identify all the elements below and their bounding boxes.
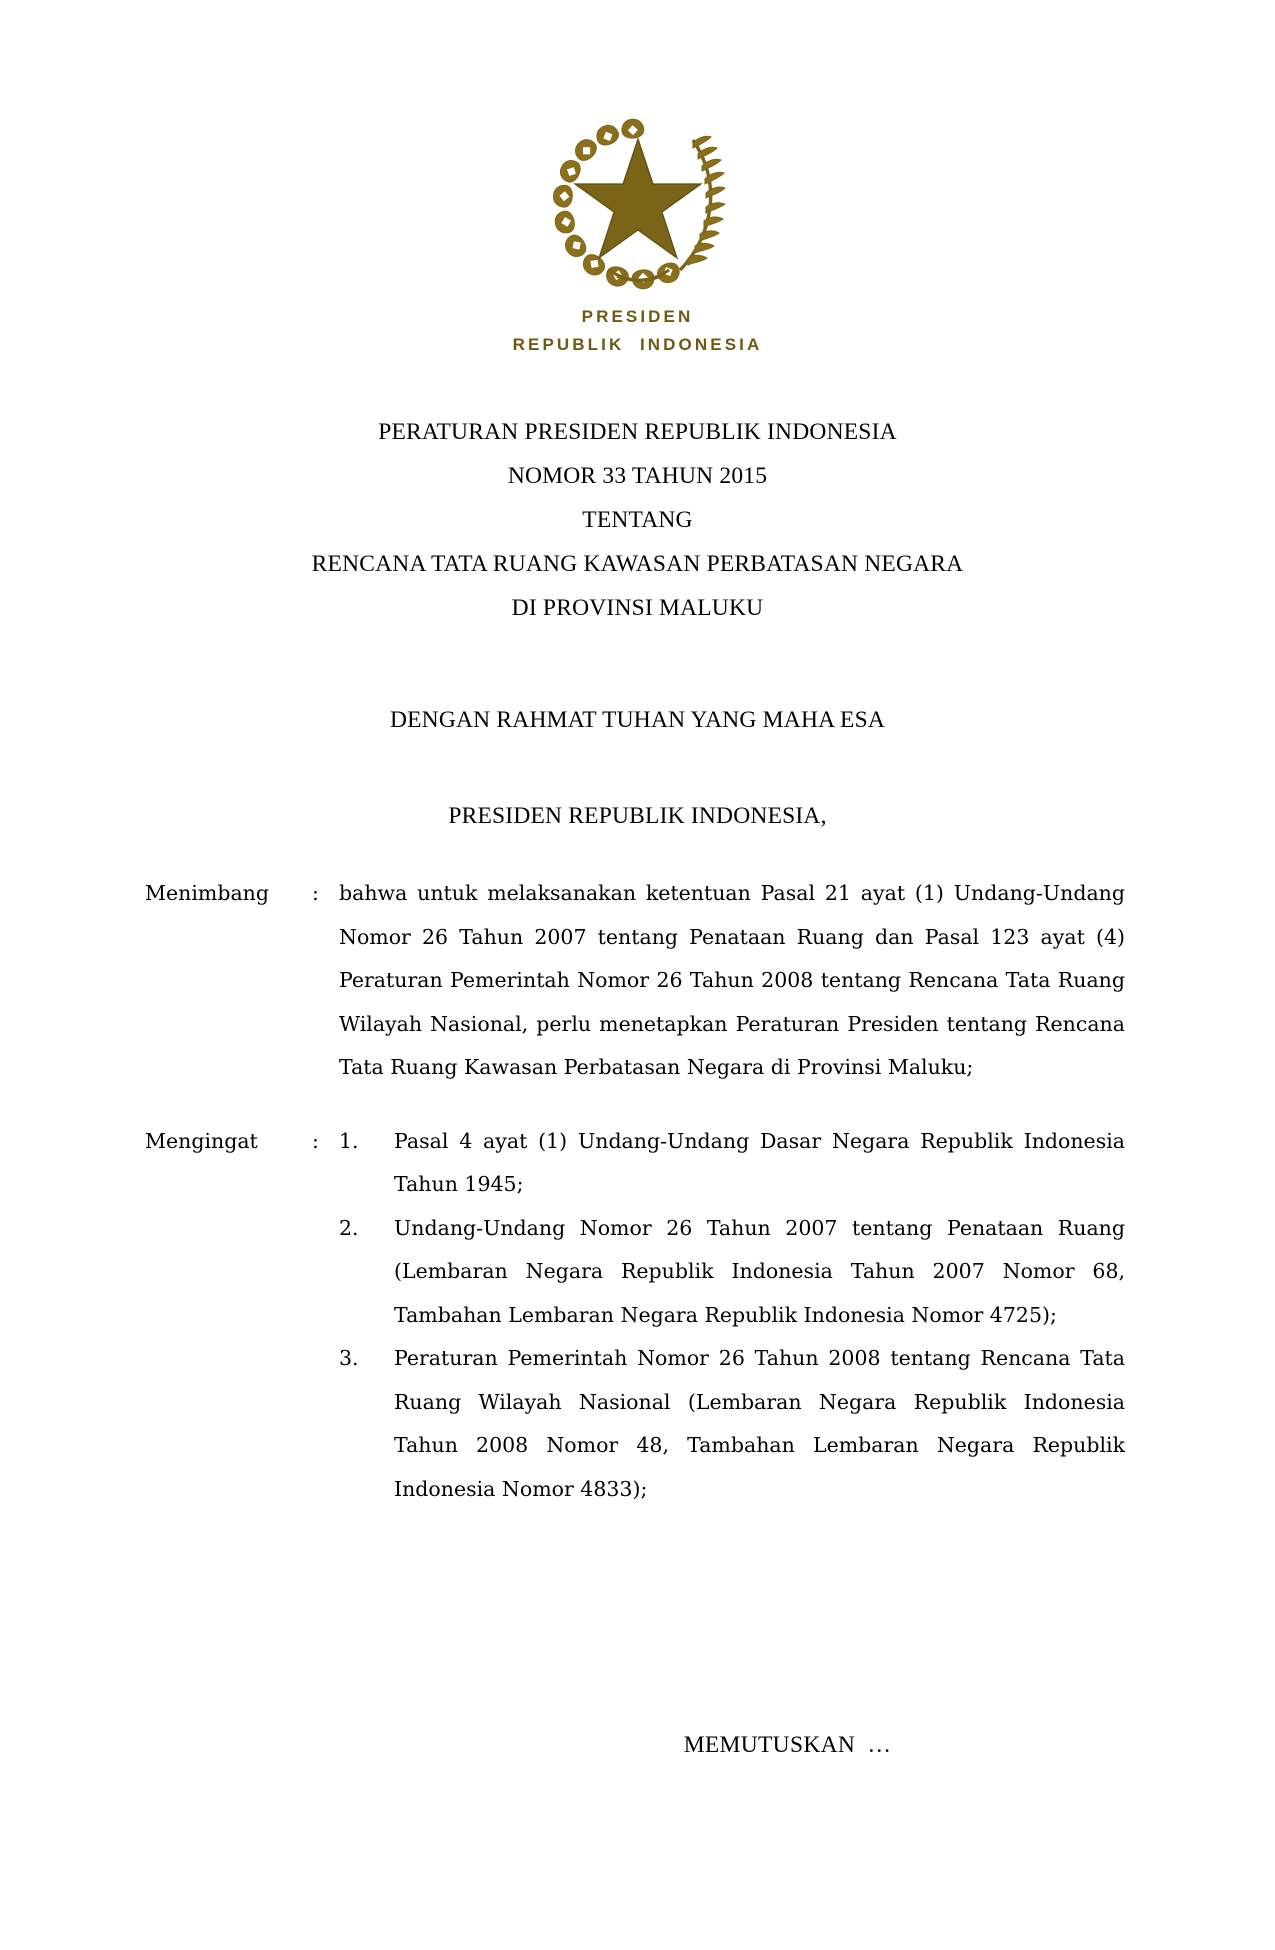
clause-colon-mengingat: : <box>312 1128 319 1153</box>
clause-label-mengingat: Mengingat <box>145 1128 258 1153</box>
clause-body-menimbang <box>339 872 1125 1090</box>
invocation-text: DENGAN RAHMAT TUHAN YANG MAHA ESA <box>389 707 886 733</box>
letterhead-caption-republik-indonesia: REPUBLIK INDONESIA <box>512 335 763 355</box>
title-line-regulation-type: PERATURAN PRESIDEN REPUBLIK INDONESIA <box>378 419 897 445</box>
list-item-text: Peraturan Pemerintah Nomor 26 Tahun 2008 tentang Rencana Tata Ruang Wilayah Nasional (Lembaran Negara Republik Indonesia Tahun 2008 Nomor 48, Tambahan Lembaran Negara Republik Indonesia Nomor 4833); <box>394 1346 1125 1501</box>
authority-text: PRESIDEN REPUBLIK INDONESIA, <box>448 803 827 829</box>
clause-label-menimbang: Menimbang <box>145 881 269 905</box>
clause-body-mengingat <box>339 1120 1125 1512</box>
authority-block <box>0 794 1275 838</box>
clause-mengingat <box>145 1120 1125 1512</box>
list-item-marker: 3. <box>339 1346 359 1370</box>
title-line-province: DI PROVINSI MALUKU <box>511 595 764 621</box>
list-item-marker: 1. <box>339 1128 359 1153</box>
clause-menimbang <box>145 872 1125 1090</box>
mengingat-list <box>339 1120 1125 1512</box>
continuation-text: MEMUTUSKAN … <box>683 1732 892 1758</box>
page-continuation-footer <box>0 1732 1275 1759</box>
document-title-block <box>0 410 1275 630</box>
list-item-text: Pasal 4 ayat (1) Undang-Undang Dasar Negara Republik Indonesia Tahun 1945; <box>394 1128 1125 1196</box>
list-item <box>339 1337 1125 1511</box>
list-item <box>339 1207 1125 1338</box>
letterhead-caption-presiden: PRESIDEN <box>581 307 694 326</box>
title-line-tentang: TENTANG <box>582 507 693 533</box>
list-item-text: Undang-Undang Nomor 26 Tahun 2007 tentang Penataan Ruang (Lembaran Negara Republik Indonesia Tahun 2007 Nomor 68, Tambahan Lembaran Negara Republik Indonesia Nomor 4725); <box>394 1215 1125 1327</box>
indonesian-presidential-seal-star-wreath-icon <box>543 104 733 300</box>
list-item <box>339 1120 1125 1207</box>
star-icon <box>575 139 701 258</box>
menimbang-paragraph: bahwa untuk melaksanakan ketentuan Pasal 21 ayat (1) Undang-Undang Nomor 26 Tahun 2007 tentang Penataan Ruang dan Pasal 123 ayat (4) Peraturan Pemerintah Nomor 26 Tahun 2008 tentang Rencana Tata Ruang Wilayah Nasional, perlu menetapkan Peraturan Presiden tentang Rencana Tata Ruang Kawasan Perbatasan Negara di Provinsi Maluku; <box>339 881 1125 1079</box>
title-line-number-year: NOMOR 33 TAHUN 2015 <box>507 463 768 489</box>
clause-colon-menimbang: : <box>312 881 319 905</box>
letterhead <box>0 104 1275 357</box>
document-body <box>145 872 1125 1541</box>
invocation-block <box>0 698 1275 742</box>
title-line-subject: RENCANA TATA RUANG KAWASAN PERBATASAN NEGARA <box>311 551 964 577</box>
list-item-marker: 2. <box>339 1215 359 1240</box>
